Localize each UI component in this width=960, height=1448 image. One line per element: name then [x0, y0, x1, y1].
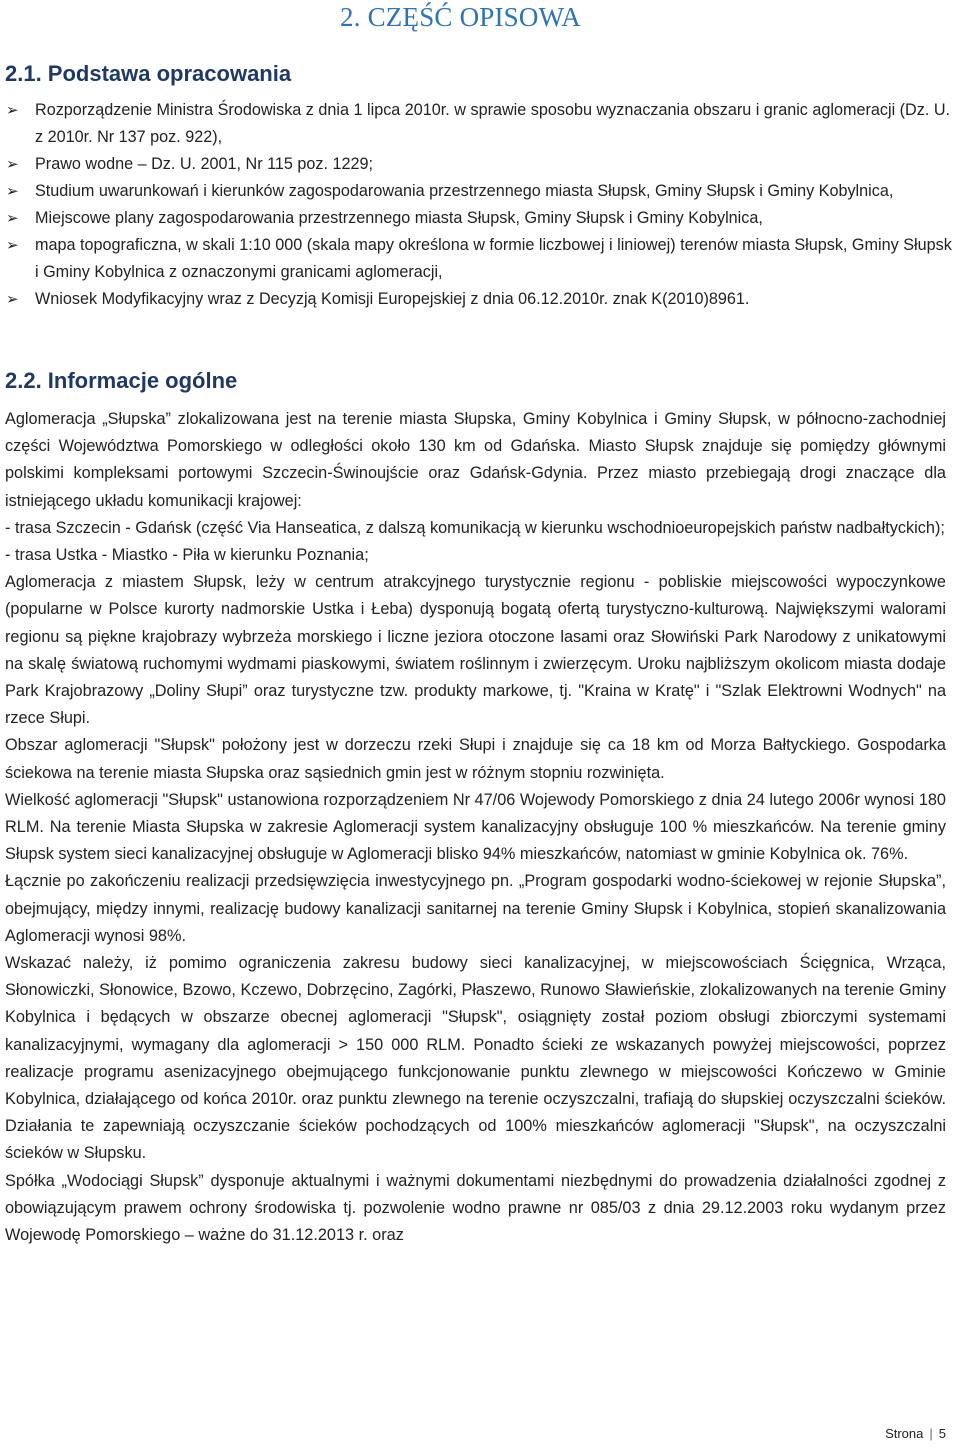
list-item: ➢ Prawo wodne – Dz. U. 2001, Nr 115 poz. 1229;	[0, 151, 955, 178]
arrow-bullet-icon: ➢	[6, 291, 19, 308]
paragraph: Aglomeracja z miastem Słupsk, leży w centrum atrakcyjnego turystycznie regionu - pobliskie miejscowości wypoczynkowe (popularne w Polsce kurorty nadmorskie Ustka i Łeba) dysponują bogatą ofertą turystyczno-kulturową. Największymi walorami regionu są piękne krajobrazy wybrzeża morskiego i liczne jeziora otoczone lasami oraz Słowiński Park Narodowy z unikatowymi na skalę światową ruchomymi wydmami piaskowymi, światem roślinnym i zwierzęcym. Uroku najbliższym okolicom miasta dodaje Park Krajobrazowy „Doliny Słupi” oraz turystyczne tzw. produkty markowe, tj. "Kraina w Kratę" i "Szlak Elektrowni Wodnych" na rzece Słupi.	[5, 573, 946, 728]
paragraph: - trasa Ustka - Miastko - Piła w kierunku Poznania;	[5, 546, 369, 565]
arrow-bullet-icon: ➢	[6, 183, 19, 200]
list-item: ➢ Rozporządzenie Ministra Środowiska z dnia 1 lipca 2010r. w sprawie sposobu wyznaczania obszaru i granic aglomeracji (Dz. U. z 2010r. Nr 137 poz. 922),	[0, 97, 955, 151]
paragraph: Spółka „Wodociągi Słupsk” dysponuje aktualnymi i ważnymi dokumentami niezbędnymi do prowadzenia działalności zgodnej z obowiązującym prawem ochrony środowiska tj. pozwolenie wodno prawne nr 085/03 z dnia 29.12.2003 roku wydanym przez Wojewodę Pomorskiego – ważne do 31.12.2013 r. oraz	[5, 1171, 946, 1245]
footer-label: Strona	[885, 1426, 924, 1441]
arrow-bullet-icon: ➢	[6, 156, 19, 173]
paragraph: Łącznie po zakończeniu realizacji przedsięwzięcia inwestycyjnego pn. „Program gospodarki wodno-ściekowej w rejonie Słupska”, obejmujący, między innymi, realizację budowy kanalizacji sanitarnej na terenie Gminy Słupsk i Kobylnica, stopień skanalizowania Aglomeracji wynosi 98%.	[5, 872, 946, 945]
section-title: 2. CZĘŚĆ OPISOWA	[340, 2, 581, 32]
subsection-title-informacje: 2.2. Informacje ogólne	[5, 368, 238, 393]
paragraph: - trasa Szczecin - Gdańsk (część Via Hanseatica, z dalszą komunikacją w kierunku wschodnioeuropejskich państw nadbałtyckich);	[5, 518, 945, 537]
page-footer	[885, 1426, 946, 1441]
list-item: ➢ Studium uwarunkowań i kierunków zagospodarowania przestrzennego miasta Słupsk, Gminy Słupsk i Gminy Kobylnica,	[0, 178, 955, 205]
arrow-bullet-icon: ➢	[6, 210, 19, 227]
footer-separator: |	[929, 1426, 933, 1441]
page-number: 5	[938, 1426, 946, 1441]
body-text	[5, 406, 946, 1249]
paragraph: Aglomeracja „Słupska” zlokalizowana jest na terenie miasta Słupska, Gminy Kobylnica i Gminy Słupsk, w północno-zachodniej części Województwa Pomorskiego w odległości około 130 km od Gdańska. Miasto Słupsk znajduje się pomiędzy głównymi polskimi kompleksami portowymi Szczecin-Świnoujście oraz Gdańsk-Gdynia. Przez miasto przebiegają drogi znaczące dla istniejącego układu komunikacji krajowej:	[5, 410, 946, 510]
arrow-bullet-icon: ➢	[6, 102, 19, 119]
paragraph: Obszar aglomeracji "Słupsk" położony jest w dorzeczu rzeki Słupi i znajduje się ca 18 km od Morza Bałtyckiego. Gospodarka ściekowa na terenie miasta Słupska oraz sąsiednich gmin jest w różnym stopniu rozwinięta.	[5, 736, 946, 782]
arrow-bullet-icon: ➢	[6, 237, 19, 254]
subsection-title-podstawa: 2.1. Podstawa opracowania	[5, 61, 292, 86]
list-item: ➢ mapa topograficzna, w skali 1:10 000 (skala mapy określona w formie liczbowej i liniowej) terenów miasta Słupsk, Gminy Słupsk i Gminy Kobylnica z oznaczonymi granicami aglomeracji,	[0, 232, 955, 286]
paragraph: Wielkość aglomeracji "Słupsk" ustanowiona rozporządzeniem Nr 47/06 Wojewody Pomorskiego z dnia 24 lutego 2006r wynosi 180 RLM. Na terenie Miasta Słupska w zakresie Aglomeracji system kanalizacyjny obsługuje 100 % mieszkańców. Na terenie gminy Słupsk system sieci kanalizacyjnej obsługuje w Aglomeracji blisko 94% mieszkańców, natomiast w gminie Kobylnica ok. 76%.	[5, 790, 946, 864]
list-item: ➢ Wniosek Modyfikacyjny wraz z Decyzją Komisji Europejskiej z dnia 06.12.2010r. znak K(2010)8961.	[0, 286, 955, 313]
list-item: ➢ Miejscowe plany zagospodarowania przestrzennego miasta Słupsk, Gminy Słupsk i Gminy Kobylnica,	[0, 205, 955, 232]
references-list	[0, 97, 955, 313]
paragraph: Wskazać należy, iż pomimo ograniczenia zakresu budowy sieci kanalizacyjnej, w miejscowościach Ścięgnica, Wrząca, Słonowiczki, Słonowice, Bzowo, Kczewo, Dobrzęcino, Zagórki, Płaszewo, Runowo Sławieńskie, zlokalizowanych na terenie Gminy Kobylnica i będących w obszarze obecnej aglomeracji "Słupsk", osiągnięty został poziom obsługi zbiorczymi systemami kanalizacyjnymi, wymagany dla aglomeracji > 150 000 RLM. Ponadto ścieki ze wskazanych powyżej miejscowości, poprzez realizacje programu asenizacyjnego obejmującego funkcjonowanie punktu zlewnego w miejscowości Kończewo w Gminie Kobylnica, działającego od końca 2010r. oraz punktu zlewnego na terenie oczyszczalni, trafiają do słupskiej oczyszczalni ścieków. Działania te zapewniają oczyszczanie ścieków pochodzących od 100% mieszkańców aglomeracji "Słupsk", na oczyszczalni ścieków w Słupsku.	[5, 954, 946, 1163]
